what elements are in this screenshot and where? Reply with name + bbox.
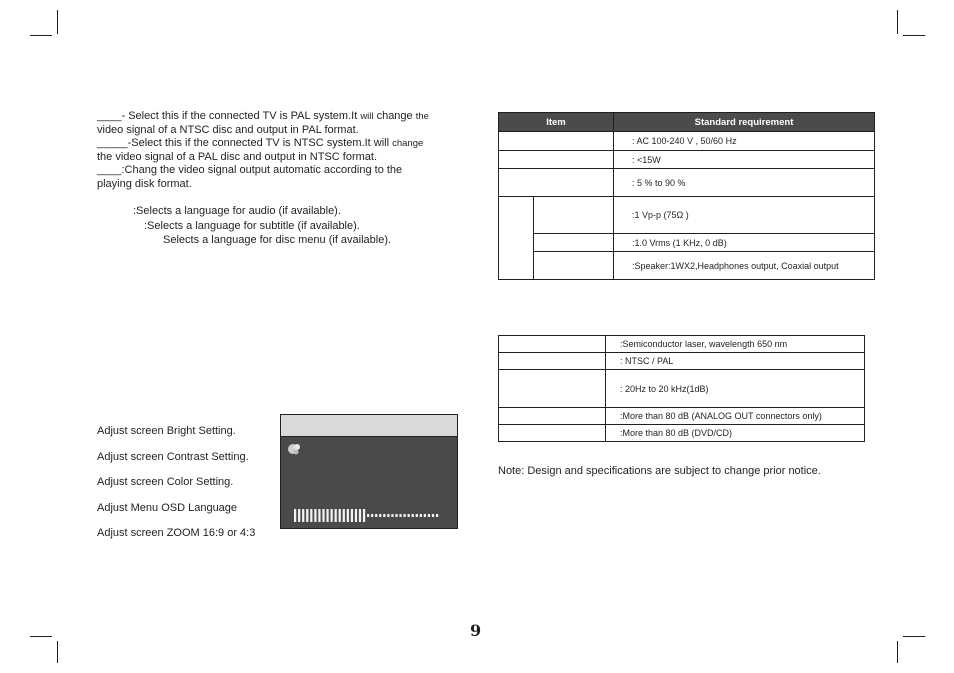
slider-tick-empty bbox=[404, 514, 406, 517]
slider-tick-filled bbox=[322, 509, 324, 522]
disc-menu-language-text: Selects a language for disc menu (if available). bbox=[163, 234, 392, 246]
level-slider[interactable] bbox=[294, 509, 440, 522]
label-cell bbox=[499, 353, 606, 370]
brightness-icon bbox=[286, 441, 302, 457]
slider-tick-empty bbox=[424, 514, 426, 517]
adjust-bright-text: Adjust screen Bright Setting. bbox=[97, 425, 236, 437]
osd-header-bar bbox=[281, 415, 457, 437]
label-cell bbox=[499, 132, 614, 151]
crop-mark bbox=[30, 35, 52, 36]
tv-system-description bbox=[97, 110, 467, 191]
auto-line-1: ____:Chang the video signal output automatic according to the bbox=[97, 164, 403, 176]
spec-table-general bbox=[498, 112, 875, 280]
slider-tick-filled bbox=[302, 509, 304, 522]
slider-tick-filled bbox=[298, 509, 300, 522]
adjust-contrast-text: Adjust screen Contrast Setting. bbox=[97, 451, 249, 463]
pal-line-1: ____- Select this if the connected TV is PAL system.It will change the bbox=[97, 110, 429, 122]
slider-tick-empty bbox=[408, 514, 410, 517]
label-cell bbox=[534, 234, 614, 252]
label-cell bbox=[534, 197, 614, 234]
page-number: 9 bbox=[470, 621, 482, 640]
label-cell bbox=[499, 425, 606, 442]
frequency-value: : 20Hz to 20 kHz(1dB) bbox=[606, 370, 865, 408]
header-item: Item bbox=[499, 113, 614, 132]
slider-tick-empty bbox=[391, 514, 393, 517]
osd-screen-preview bbox=[280, 414, 458, 529]
slider-tick-empty bbox=[395, 514, 397, 517]
slider-tick-filled bbox=[343, 509, 345, 522]
power-value: : AC 100-240 V , 50/60 Hz bbox=[614, 132, 875, 151]
system-value: : NTSC / PAL bbox=[606, 353, 865, 370]
label-cell bbox=[499, 408, 606, 425]
crop-mark bbox=[903, 636, 925, 637]
slider-tick-filled bbox=[318, 509, 320, 522]
ntsc-line-1: _____-Select this if the connected TV is NTSC system.It will change bbox=[97, 137, 424, 149]
slider-tick-empty bbox=[432, 514, 434, 517]
slider-tick-filled bbox=[335, 509, 337, 522]
slider-tick-empty bbox=[428, 514, 430, 517]
slider-tick-empty bbox=[383, 514, 385, 517]
slider-tick-filled bbox=[294, 509, 296, 522]
design-note: Note: Design and specifications are subject to change prior notice. bbox=[498, 465, 821, 477]
adjust-osd-text: Adjust Menu OSD Language bbox=[97, 502, 238, 514]
outputs-value: :Speaker:1WX2,Headphones output, Coaxial output bbox=[614, 252, 875, 280]
slider-tick-filled bbox=[331, 509, 333, 522]
crop-mark bbox=[897, 641, 898, 663]
header-requirement: Standard requirement bbox=[614, 113, 875, 132]
ntsc-line-2: the video signal of a PAL disc and output in NTSC format. bbox=[97, 150, 378, 163]
audio-out-value: :1.0 Vrms (1 KHz, 0 dB) bbox=[614, 234, 875, 252]
audio-language-text: :Selects a language for audio (if available). bbox=[133, 205, 341, 217]
pal-line-2: video signal of a NTSC disc and output in PAL format. bbox=[97, 123, 359, 136]
adjust-zoom-text: Adjust screen ZOOM 16:9 or 4:3 bbox=[97, 527, 256, 539]
label-cell bbox=[499, 336, 606, 353]
subtitle-language-text: :Selects a language for subtitle (if available). bbox=[144, 220, 360, 232]
slider-tick-empty bbox=[371, 514, 373, 517]
slider-tick-empty bbox=[379, 514, 381, 517]
slider-tick-filled bbox=[355, 509, 357, 522]
slider-tick-empty bbox=[375, 514, 377, 517]
label-cell bbox=[499, 151, 614, 169]
slider-tick-filled bbox=[351, 509, 353, 522]
spec-table-disc bbox=[498, 335, 865, 442]
humidity-value: : 5 % to 90 % bbox=[614, 169, 875, 197]
slider-tick-filled bbox=[310, 509, 312, 522]
slider-tick-empty bbox=[420, 514, 422, 517]
slider-tick-filled bbox=[347, 509, 349, 522]
slider-tick-empty bbox=[367, 514, 369, 517]
laser-value: :Semiconductor laser, wavelength 650 nm bbox=[606, 336, 865, 353]
dynamic-range-value: :More than 80 dB (DVD/CD) bbox=[606, 425, 865, 442]
crop-mark bbox=[57, 10, 58, 34]
slider-tick-filled bbox=[363, 509, 365, 522]
snr-value: :More than 80 dB (ANALOG OUT connectors only) bbox=[606, 408, 865, 425]
slider-tick-empty bbox=[416, 514, 418, 517]
auto-line-2: playing disk format. bbox=[97, 177, 192, 190]
label-cell bbox=[499, 169, 614, 197]
crop-mark bbox=[57, 641, 58, 663]
label-cell bbox=[534, 252, 614, 280]
slider-tick-filled bbox=[306, 509, 308, 522]
video-out-value: :1 Vp-p (75Ω ) bbox=[614, 197, 875, 234]
slider-tick-filled bbox=[314, 509, 316, 522]
slider-tick-empty bbox=[412, 514, 414, 517]
slider-tick-empty bbox=[399, 514, 401, 517]
crop-mark bbox=[30, 636, 52, 637]
slider-tick-filled bbox=[339, 509, 341, 522]
crop-mark bbox=[897, 10, 898, 34]
slider-tick-empty bbox=[387, 514, 389, 517]
slider-tick-filled bbox=[359, 509, 361, 522]
adjust-color-text: Adjust screen Color Setting. bbox=[97, 476, 234, 488]
crop-mark bbox=[903, 35, 925, 36]
consumption-value: : <15W bbox=[614, 151, 875, 169]
group-label-cell bbox=[499, 197, 534, 280]
slider-tick-filled bbox=[326, 509, 328, 522]
label-cell bbox=[499, 370, 606, 408]
slider-tick-empty bbox=[436, 514, 438, 517]
